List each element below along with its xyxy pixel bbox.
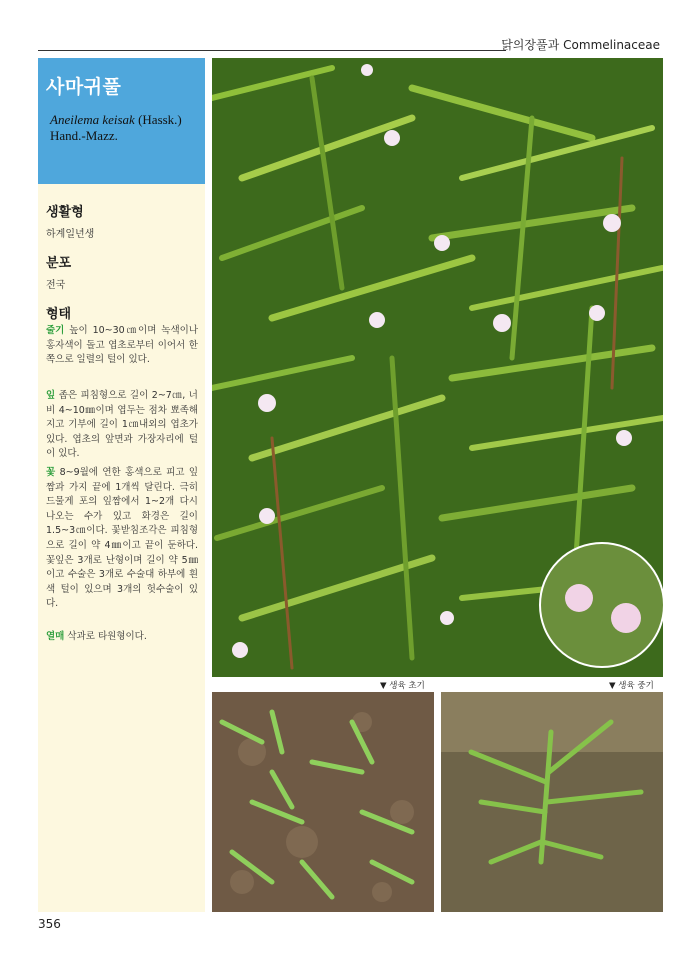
- morphology-heading: 형태: [46, 307, 72, 322]
- species-korean-name: 사마귀풀: [46, 76, 122, 98]
- fruit-label: 열매: [46, 631, 65, 642]
- page-number: 356: [38, 917, 61, 931]
- stem-text: 높이 10~30㎝이며 녹색이나 홍자색이 돌고 엽초로부터 이어서 한쪽으로 일렬의 털이 있다.: [46, 325, 199, 366]
- caption-mid: ▼ 생육 중기: [609, 681, 654, 691]
- fruit-text: 삭과로 타원형이다.: [67, 631, 147, 642]
- family-korean: 닭의장풀과: [501, 38, 560, 52]
- fruit-paragraph: [46, 630, 198, 645]
- flower-paragraph: [46, 466, 198, 612]
- description-sidebar: [38, 184, 205, 912]
- leaf-paragraph: [46, 389, 198, 462]
- caption-early: ▼ 생육 초기: [380, 681, 425, 691]
- mid-growth-photo: [441, 692, 663, 912]
- flower-text: 8~9월에 연한 홍색으로 피고 잎짬과 가지 끝에 1개씩 달린다. 극히 드물게 포의 잎짬에서 1~2개 다시 나오는 수가 있고 화경은 길이 1.5~3㎝이다. 꽃받침조각은 피침형으로 길이 약 4㎜이고 끝이 둔하다. 꽃잎은 3개로 난형이며 길이 약 5㎜이고 수술은 3개로 수술대 하부에 흰색 털이 있으며 3개의 헛수술이 있다.: [46, 467, 198, 610]
- main-plant-photo: [212, 58, 663, 677]
- species-title-box: [38, 58, 205, 184]
- leaf-text: 좁은 피침형으로 길이 2~7㎝, 너비 4~10㎜이며 엽두는 점차 뾰족해지고 기부에 길이 1㎝내외의 엽초가 있다. 엽초의 앞면과 가장자리에 털이 있다.: [46, 390, 198, 460]
- species-scientific-name: [50, 112, 200, 144]
- family-latin: Commelinaceae: [563, 38, 660, 52]
- flower-label: 꽃: [46, 467, 56, 478]
- leaf-label: 잎: [46, 390, 56, 401]
- life-form-heading: 생활형: [46, 205, 84, 220]
- life-form-text: 하계일년생: [46, 229, 95, 240]
- scientific-binomial: Aneilema keisak: [50, 112, 135, 127]
- scientific-author-1: (Hassk.): [138, 112, 182, 127]
- stem-label: 줄기: [46, 325, 65, 336]
- scientific-author-2: Hand.-Mazz.: [50, 128, 118, 143]
- family-header: [501, 36, 660, 53]
- header-rule: [38, 50, 506, 51]
- distribution-heading: 분포: [46, 256, 72, 271]
- early-growth-photo: [212, 692, 434, 912]
- distribution-text: 전국: [46, 280, 66, 291]
- stem-paragraph: [46, 324, 198, 368]
